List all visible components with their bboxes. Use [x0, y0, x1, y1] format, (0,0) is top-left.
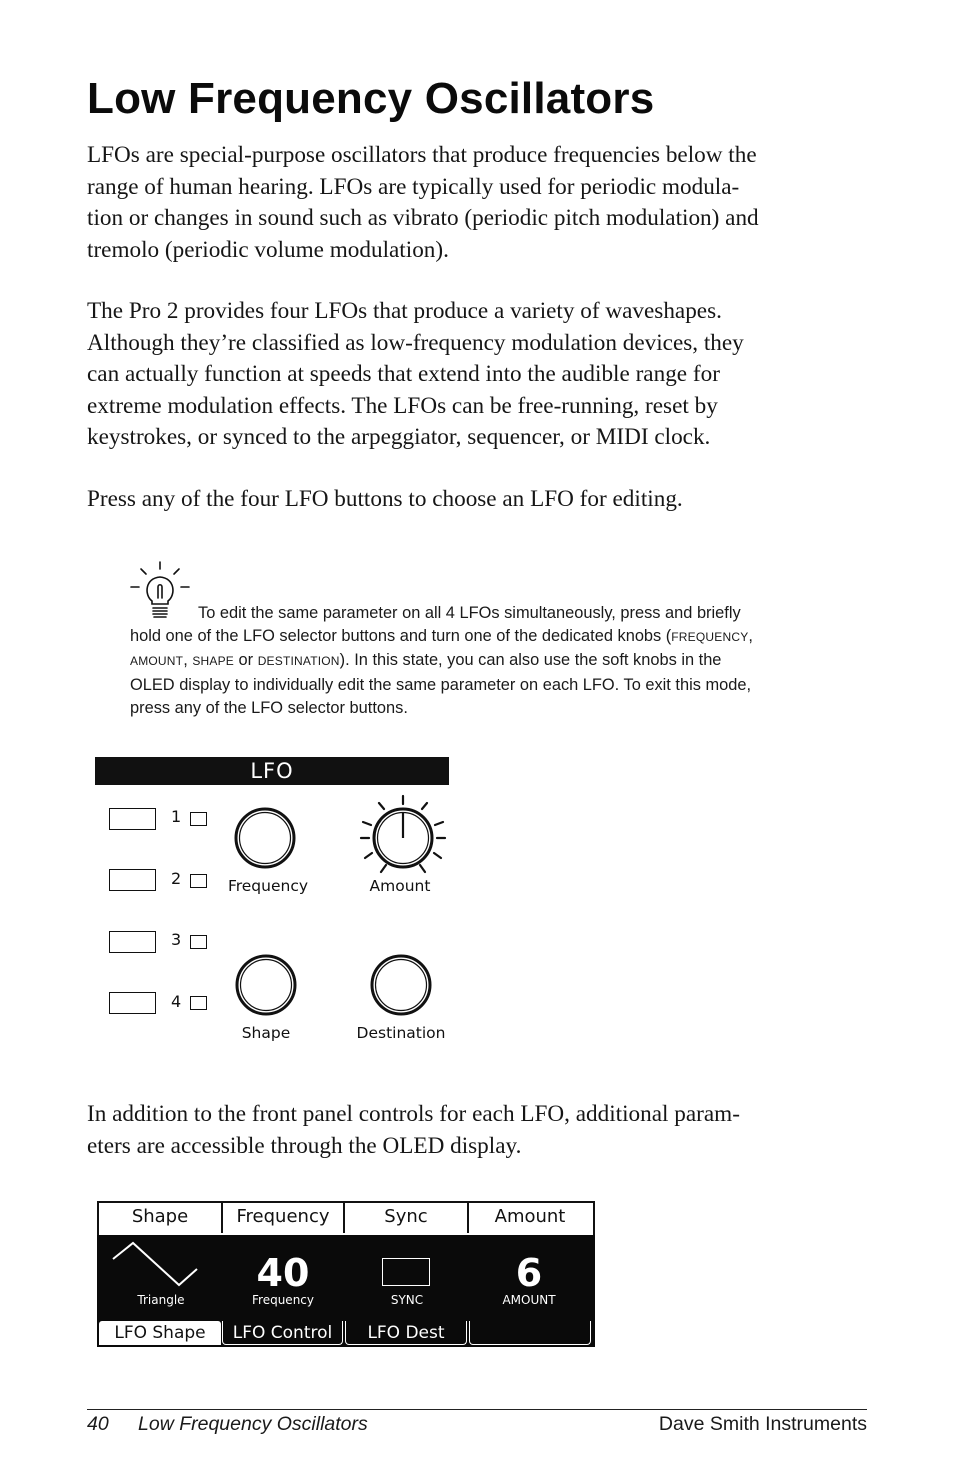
tip-keyword-destination: DESTINATION — [257, 654, 340, 669]
tip-text-segment: , — [183, 651, 193, 670]
oled-tab-empty[interactable] — [469, 1321, 591, 1345]
tip-text-segment: or — [234, 651, 258, 670]
destination-knob[interactable] — [369, 953, 433, 1017]
intro-line: tion or changes in sound such as vibrato (periodic pitch modulation) and — [87, 205, 759, 232]
oled-amount-caption: AMOUNT — [502, 1293, 556, 1307]
oled-col-amount: Amount — [494, 1206, 566, 1227]
lfo-3-led — [190, 935, 207, 949]
oled-amount-value: 6 — [515, 1251, 543, 1295]
oled-tab-lfo-shape[interactable]: LFO Shape — [99, 1321, 221, 1345]
footer-page-number: 40 — [87, 1413, 109, 1435]
oled-col-shape: Shape — [131, 1206, 189, 1227]
intro-paragraph — [87, 140, 877, 266]
oled-tab-lfo-dest[interactable]: LFO Dest — [345, 1321, 467, 1345]
triangle-wave-icon — [111, 1241, 201, 1289]
oled-frequency-caption: Frequency — [252, 1293, 314, 1307]
footer-section: Low Frequency Oscillators — [138, 1413, 368, 1435]
oled-frequency-value: 40 — [256, 1251, 310, 1295]
tip-text-segment: hold one of the LFO selector buttons and turn one of the dedicated knobs ( — [130, 627, 672, 646]
oled-screen — [97, 1235, 595, 1347]
pro2-line: The Pro 2 provides four LFOs that produce a variety of waveshapes. — [87, 298, 722, 324]
tip-line: press any of the LFO selector buttons. — [130, 698, 408, 717]
pro2-line: keystrokes, or synced to the arpeggiator, sequencer, or MIDI clock. — [87, 424, 711, 451]
frequency-knob-label: Frequency — [227, 877, 309, 895]
oled-col-sync: Sync — [384, 1206, 428, 1227]
tip-line — [130, 649, 870, 673]
amount-knob[interactable] — [357, 792, 449, 884]
lfo-1-label: 1 — [171, 807, 182, 826]
frequency-knob[interactable] — [233, 806, 297, 870]
lfo-2-led — [190, 874, 207, 888]
shape-knob-label: Shape — [241, 1024, 291, 1042]
tip-text-segment: , — [748, 627, 753, 646]
lfo-2-button[interactable] — [109, 869, 156, 891]
lfo-panel-diagram — [95, 757, 451, 1057]
tip-line: OLED display to individually edit the same parameter on each LFO. To exit this mode, — [130, 675, 752, 694]
amount-knob-label: Amount — [369, 877, 431, 895]
pro2-line: extreme modulation effects. The LFOs can be free-running, reset by — [87, 392, 718, 419]
intro-line: range of human hearing. LFOs are typically used for periodic modula- — [87, 173, 740, 200]
tip-text-segment: ). In this state, you can also use the soft knobs in the — [339, 651, 722, 670]
oled-display — [97, 1201, 594, 1347]
lfo-4-label: 4 — [171, 992, 182, 1011]
addition-line: In addition to the front panel controls for each LFO, additional param- — [87, 1101, 740, 1127]
intro-line: LFOs are special-purpose oscillators that produce frequencies below the — [87, 142, 757, 168]
oled-shape-value: Triangle — [137, 1293, 185, 1307]
tip-keyword-frequency: FREQUENCY — [671, 630, 749, 645]
lfo-4-button[interactable] — [109, 992, 156, 1014]
tip-keyword-shape: SHAPE — [192, 654, 234, 669]
oled-tab-lfo-control[interactable]: LFO Control — [222, 1321, 343, 1345]
lfo-panel-header: LFO — [95, 757, 449, 785]
tip-keyword-amount: AMOUNT — [130, 654, 184, 669]
intro-line: tremolo (periodic volume modulation). — [87, 236, 449, 263]
addition-line: eters are accessible through the OLED display. — [87, 1132, 522, 1159]
shape-knob[interactable] — [234, 953, 298, 1017]
lfo-4-led — [190, 996, 207, 1010]
footer-company: Dave Smith Instruments — [658, 1413, 867, 1435]
lfo-1-button[interactable] — [109, 808, 156, 830]
destination-knob-label: Destination — [356, 1024, 446, 1042]
lfo-3-button[interactable] — [109, 931, 156, 953]
addition-paragraph — [87, 1099, 877, 1162]
pro2-line: Although they’re classified as low-frequency modulation devices, they — [87, 329, 744, 356]
press-line: Press any of the four LFO buttons to choose an LFO for editing. — [87, 486, 683, 512]
sync-checkbox — [382, 1258, 430, 1286]
oled-col-frequency: Frequency — [236, 1206, 330, 1227]
lfo-2-label: 2 — [171, 869, 182, 888]
tip-line: To edit the same parameter on all 4 LFOs simultaneously, press and briefly — [198, 604, 741, 622]
page-title: Low Frequency Oscillators — [87, 74, 655, 123]
tip-text — [130, 602, 870, 720]
pro2-paragraph — [87, 296, 877, 454]
footer-rule — [87, 1409, 867, 1410]
lfo-1-led — [190, 812, 207, 826]
press-paragraph — [87, 484, 877, 516]
tip-line — [130, 625, 870, 649]
lfo-3-label: 3 — [171, 930, 182, 949]
pro2-line: can actually function at speeds that extend into the audible range for — [87, 361, 720, 388]
oled-sync-caption: SYNC — [390, 1293, 424, 1307]
